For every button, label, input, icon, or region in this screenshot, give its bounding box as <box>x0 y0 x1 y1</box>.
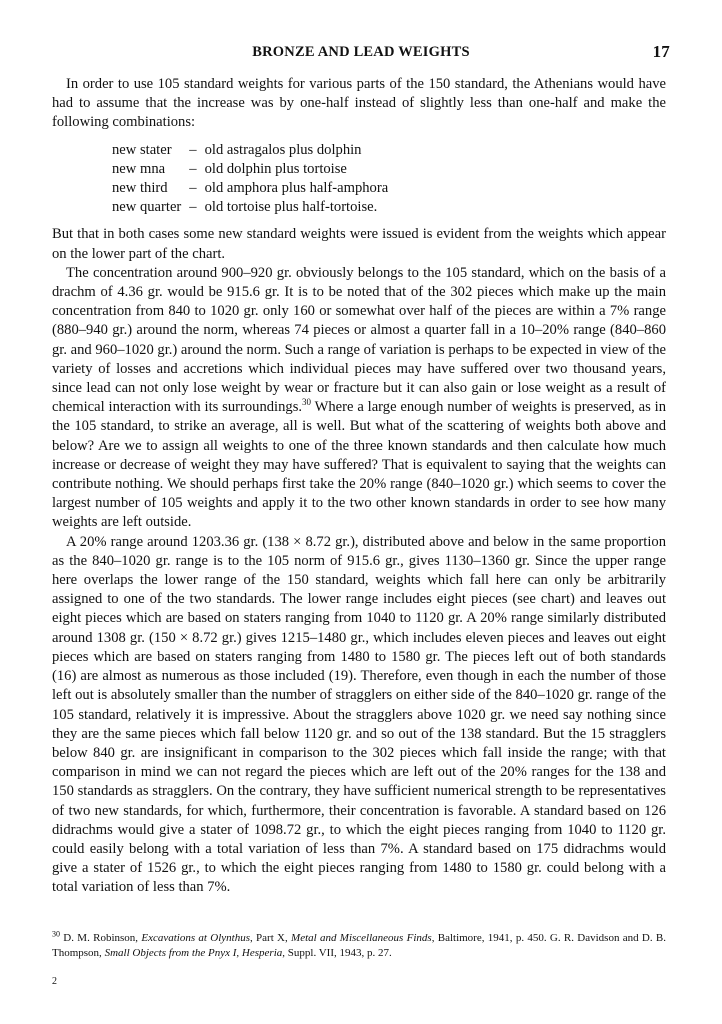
paragraph-2: But that in both cases some new standard weights were issued is evident from the weights which appear on the lower part of the chart. <box>52 226 666 262</box>
combination-row <box>112 141 388 160</box>
page-number: 17 <box>652 42 670 61</box>
paragraph-1: In order to use 105 standard weights for various parts of the 150 standard, the Athenians would have had to assume that the increase was by one-half instead of slightly less than one-half and make the following combinations: <box>52 76 666 131</box>
combination-value: old amphora plus half-amphora <box>204 180 389 197</box>
footnote-title: Metal and Miscellaneous Finds <box>291 932 432 944</box>
combination-value: old astragalos plus dolphin <box>204 141 362 158</box>
footnote-author: D. M. Robinson, <box>60 932 142 944</box>
paragraph-4: A 20% range around 1203.36 gr. (138 × 8.72 gr.), distributed above and below in the same proportion as the 840–1020 gr. range is to the 105 norm of 915.6 gr., gives 1130–1360 gr. Since the upper range here overlaps the lower range of the 150 standard, weights which fall here can only be arbitrarily assigned to one of the two standards. The lower range includes eight pieces (see chart) and leaves out eight pieces which are based on staters ranging from 1040 to 1120 gr. A 20% range similarly distributed around 1308 gr. (150 × 8.72 gr.) gives 1215–1480 gr., which includes eleven pieces and leaves out eight pieces which are based on staters ranging from 1480 to 1580 gr. The pieces left out of both standards (16) are almost as numerous as those included (19). Therefore, even though in each the number of those left out is absolutely smaller than the number of stragglers on either side of the 840–1020 gr. range of the 105 standard, relatively it is impressive. About the stragglers above 1020 gr. we need say nothing since they are the same pieces which fall below 1120 gr. and so out of the 138 standard. But the 15 stragglers below 840 gr. are insignificant in comparison to the 302 pieces which fall inside the range; with that comparison in mind we can not regard the pieces which are left out of the 20% ranges for the 138 and 150 standards as stragglers. On the contrary, they have sufficient numerical strength to be representatives of two new standards, for which, furthermore, their concentration is favorable. A standard based on 126 didrachms would give a stater of 1098.72 gr., to which the eight pieces ranging from 1040 to 1120 gr. could easily belong with a total variation of less than 7%. A standard based on 175 didrachms would give a stater of 1526 gr., to which the eight pieces ranging from 1480 to 1580 gr. could belong with a total variation of less than 7%. <box>52 533 666 896</box>
footnote-text: , Baltimore, 1941, p. 450. G. R. Davidson and D. B. Thompson, <box>52 932 666 959</box>
combination-dash: – <box>189 141 197 158</box>
combination-dash: – <box>189 160 197 177</box>
combination-label: new quarter <box>112 199 182 216</box>
combinations-list <box>112 141 388 218</box>
footnote-reference[interactable]: 30 <box>302 397 312 408</box>
combination-dash: – <box>189 199 197 216</box>
paragraph-3 <box>52 264 666 533</box>
combination-label: new third <box>112 180 168 197</box>
footnote-title: Excavations at Olynthus <box>141 932 250 944</box>
combination-row <box>112 179 388 198</box>
paragraph-3-part-a: The concentration around 900–920 gr. obviously belongs to the 105 standard, which on the basis of a drachm of 4.36 gr. would be 915.6 gr. It is to be noted that of the 302 pieces which make up the main concentration from 840 to 1020 gr. only 160 or somewhat over half of the pieces are within a 7% range (880–940 gr.) around the norm, whereas 74 pieces or almost a quarter fall in a 10–20% range (840–860 gr. and 960–1020 gr.) around the norm. Such a range of variation is perhaps to be expected in view of the variety of losses and accretions which individual pieces may have suffered over two thousand years, since lead can not only lose weight by wear or fracture but it can also gain or lose weight as a result of chemical interaction with its surroundings. <box>52 264 666 416</box>
footnote-title: Small Objects from the Pnyx I, Hesperia <box>104 947 283 959</box>
signature-mark: 2 <box>52 976 57 987</box>
combination-label: new stater <box>112 141 172 158</box>
footnote <box>52 931 666 961</box>
combination-dash: – <box>189 180 197 197</box>
combination-row <box>112 198 388 217</box>
combination-value: old dolphin plus tortoise <box>204 160 347 177</box>
running-title: BRONZE AND LEAD WEIGHTS <box>252 44 470 60</box>
footnote-text: , Suppl. VII, 1943, p. 27. <box>282 947 392 959</box>
running-header <box>52 44 670 66</box>
paragraph-3-part-b: Where a large enough number of weights is preserved, as in the 105 standard, to strike an average, all is well. But what of the scattering of weights both above and below? Are we to assign all weights to one of the three known standards and then calculate how much increase or decrease of weight they may have suffered? That is equivalent to saying that the weights can contribute nothing. We should perhaps first take the 20% range (840–1020 gr.) which seems to cover the largest number of 105 weights and apply it to the two other known standards in order to see how many weights are left outside. <box>52 399 666 531</box>
footnote-text: , Part X, <box>249 932 292 944</box>
footnote-number: 30 <box>52 929 60 939</box>
combination-row <box>112 160 388 179</box>
combination-value: old tortoise plus half-tortoise. <box>204 199 378 216</box>
body-text <box>52 75 666 898</box>
combination-label: new mna <box>112 160 166 177</box>
